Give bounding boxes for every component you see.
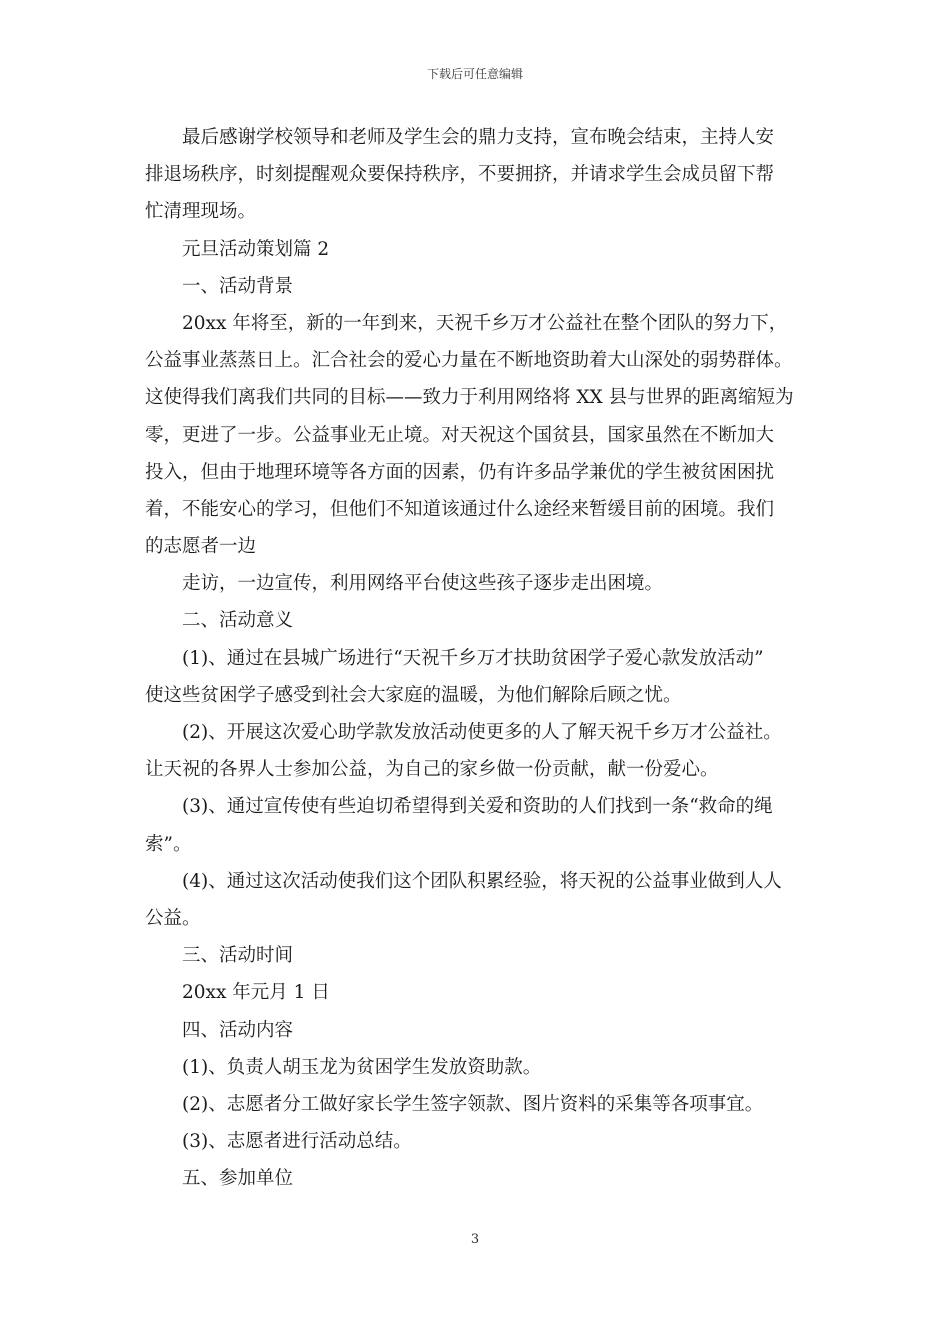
text-line: 投入，但由于地理环境等各方面的因素，仍有许多品学兼优的学生被贫困困扰 bbox=[145, 461, 775, 483]
text-line: 让天祝的各界人士参加公益，为自己的家乡做一份贡献，献一份爱心。 bbox=[145, 759, 719, 781]
text-line: 零，更进了一步。公益事业无止境。对天祝这个国贫县，国家虽然在不断加大 bbox=[145, 424, 775, 446]
text-line: (4)、通过这次活动使我们这个团队积累经验，将天祝的公益事业做到人人 bbox=[182, 870, 782, 892]
text-line: (2)、志愿者分工做好家长学生签字领款、图片资料的采集等各项事宜。 bbox=[182, 1093, 764, 1115]
text-line: (3)、通过宣传使有些迫切希望得到关爱和资助的人们找到一条“救命的绳 bbox=[182, 796, 773, 818]
text-line: 一、活动背景 bbox=[182, 275, 294, 297]
document-body bbox=[145, 119, 810, 1197]
text-line: 20xx 年将至，新的一年到来，天祝千乡万才公益社在整个团队的努力下， bbox=[182, 312, 788, 334]
text-line: (2)、开展这次爱心助学款发放活动使更多的人了解天祝千乡万才公益社。 bbox=[182, 722, 782, 743]
text-line: 元旦活动策划篇 2 bbox=[182, 238, 330, 260]
text-line: 忙清理现场。 bbox=[145, 201, 257, 223]
text-line: 四、活动内容 bbox=[182, 1019, 294, 1041]
page-number: 3 bbox=[470, 1232, 480, 1247]
text-line: 走访，一边宣传，利用网络平台使这些孩子逐步走出困境。 bbox=[182, 573, 664, 595]
text-line: 公益。 bbox=[145, 907, 201, 929]
text-line: (3)、志愿者进行活动总结。 bbox=[182, 1131, 412, 1153]
text-line: 五、参加单位 bbox=[182, 1168, 294, 1190]
text-line: 排退场秩序，时刻提醒观众要保持秩序，不要拥挤，并请求学生会成员留下帮 bbox=[145, 164, 775, 186]
text-line: 的志愿者一边 bbox=[145, 536, 257, 558]
text-line: 三、活动时间 bbox=[182, 945, 294, 967]
text-line: 索”。 bbox=[145, 833, 192, 855]
page-header: 下载后可任意编辑 bbox=[426, 67, 523, 81]
text-line: 最后感谢学校领导和老师及学生会的鼎力支持，宣布晚会结束，主持人安 bbox=[182, 127, 775, 148]
text-line: 着，不能安心的学习，但他们不知道该通过什么途经来暂缓目前的困境。我们 bbox=[145, 498, 775, 520]
text-line: 这使得我们离我们共同的目标——致力于利用网络将 XX 县与世界的距离缩短为 bbox=[145, 387, 794, 409]
text-line: 使这些贫困学子感受到社会大家庭的温暖，为他们解除后顾之忧。 bbox=[145, 684, 682, 706]
text-line: (1)、通过在县城广场进行“天祝千乡万才扶助贫困学子爱心款发放活动” bbox=[182, 647, 764, 669]
text-line: 20xx 年元月 1 日 bbox=[182, 982, 330, 1004]
text-line: 二、活动意义 bbox=[182, 610, 294, 632]
text-line: 公益事业蒸蒸日上。汇合社会的爱心力量在不断地资助着大山深处的弱势群体。 bbox=[145, 350, 793, 372]
text-line: (1)、负责人胡玉龙为贫困学生发放资助款。 bbox=[182, 1056, 542, 1078]
